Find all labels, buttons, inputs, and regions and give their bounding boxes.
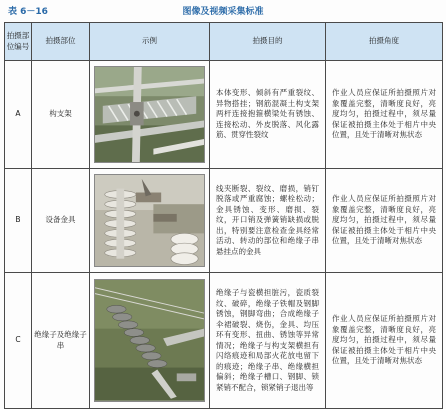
table-title: 图像及视频采集标准 [182,7,264,17]
header-part: 拍摄部位 [32,23,90,61]
row-part: 绝缘子及绝缘子串 [32,273,90,409]
row-angle: 作业人员应保证所拍摄照片对象覆盖完整，清晰度良好，亮度均匀，拍摄过程中，须尽量保证被拍摄主体处于相片中央位置，且处于清晰对焦状态 [326,61,443,169]
row-purpose: 本体变形、倾斜有严重裂纹、异物搭挂；钢筋混凝土构支架两杆连接抱箍横梁处有锈蚀、连接松动、外皮脱落、风化露筋、贯穿性裂纹 [210,61,326,169]
support-structure-photo [94,66,205,163]
header-row [5,23,443,61]
standards-table [4,22,443,409]
row-code: A [5,61,32,169]
table-caption [8,4,438,20]
row-angle: 作业人员应保证所拍摄照片对象覆盖完整，清晰度良好，亮度均匀，拍摄过程中，须尽量保证被拍摄主体处于相片中央位置，且处于清晰对焦状态 [326,273,443,409]
header-example: 示例 [90,23,210,61]
header-purpose: 拍摄目的 [210,23,326,61]
row-angle: 作业人员应保证所拍摄照片对象覆盖完整，清晰度良好，亮度均匀，拍摄过程中，须尽量保证被拍摄主体处于相片中央位置，且处于清晰对焦状态 [326,169,443,273]
row-purpose: 绝缘子与瓷横担脏污，瓷质裂纹、破碎，绝缘子铁帽及钢脚锈蚀，钢脚弯曲；合成绝缘子伞裙破裂、烧伤，金具、均压环有变形、扭曲、锈蚀等异常情况；绝缘子与构支架横担有闪络痕迹和局部火花放电留下的痕迹；绝缘子串、绝缘横担偏斜；绝缘子槽口、钢脚、锁紧销不配合，锁紧销子退出等 [210,273,326,409]
row-part: 构支架 [32,61,90,169]
table-number: 表 6－16 [8,7,48,17]
header-code: 拍摄部位编号 [5,23,32,61]
insulator-string-photo [94,279,205,402]
row-purpose: 线夹断裂、裂纹、磨损，销钉脱落或严重腐蚀；螺栓松动；金具锈蚀、变形、磨损、裂纹，开口销及弹簧销缺损或脱出，特别要注意检查金具经常活动、转动的部位和绝缘子串悬挂点的金具 [210,169,326,273]
header-angle: 拍摄角度 [326,23,443,61]
row-code: C [5,273,32,409]
row-code: B [5,169,32,273]
row-part: 设备金具 [32,169,90,273]
table-row [5,61,443,169]
table-row [5,169,443,273]
fittings-photo [94,174,205,267]
table-row [5,273,443,409]
